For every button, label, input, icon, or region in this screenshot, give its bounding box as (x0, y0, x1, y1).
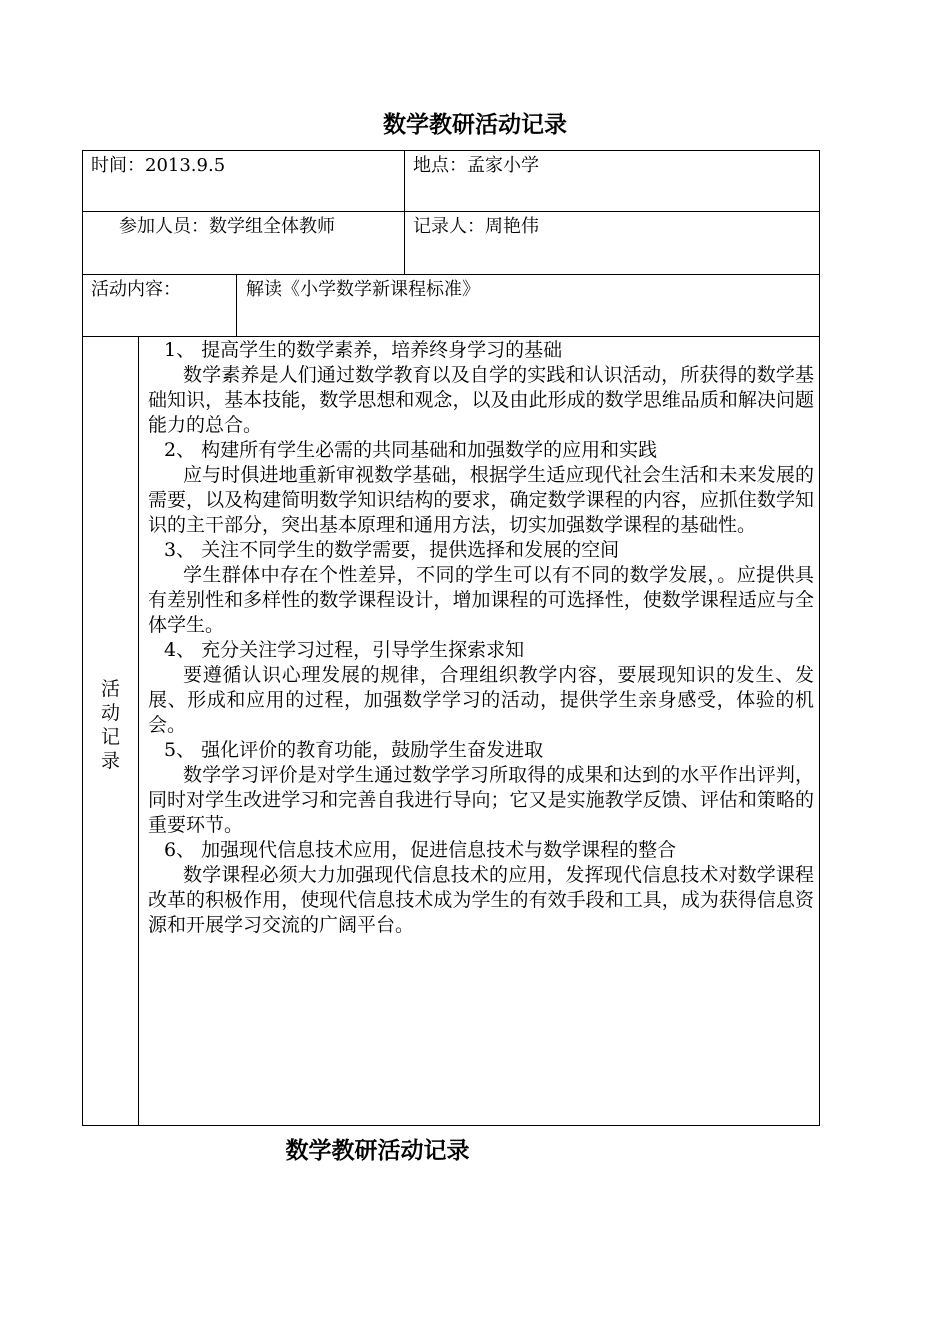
section-heading: 1、 提高学生的数学素养，培养终身学习的基础 (164, 339, 563, 361)
side-label-char: 记 (100, 726, 120, 748)
section-body: 应与时俱进地重新审视数学基础，根据学生适应现代社会生活和未来发展的需要，以及构建简明数学知识结构的要求，确定数学课程的内容，应抓住数学知识的主干部分，突出基本原理和通用方法，切实加强数学课程的基础性。 (148, 464, 814, 536)
content-value-cell: 解读《小学数学新课程标准》 (246, 279, 480, 300)
table-border-bottom (82, 1125, 820, 1126)
section-body: 数学素养是人们通过数学教育以及自学的实践和认识活动，所获得的数学基础知识，基本技能，数学思想和观念，以及由此形成的数学思维品质和解决问题能力的总合。 (148, 364, 814, 436)
record-table (82, 150, 820, 1126)
place-cell: 地点：孟家小学 (413, 155, 539, 176)
content-label-cell: 活动内容： (91, 279, 181, 300)
time-cell: 时间：2013.9.5 (91, 155, 226, 176)
side-label-char: 动 (100, 702, 120, 724)
section-body: 要遵循认识心理发展的规律，合理组织教学内容，要展现知识的发生、发展、形成和应用的过程，加强数学学习的活动，提供学生亲身感受，体验的机会。 (148, 664, 814, 736)
side-label-char: 录 (100, 750, 120, 772)
record-side-label (82, 677, 139, 773)
table-border-top (82, 150, 820, 151)
section-heading: 3、 关注不同学生的数学需要，提供选择和发展的空间 (164, 539, 620, 561)
section-body: 学生群体中存在个性差异，不同的学生可以有不同的数学发展，。应提供具有差别性和多样性的数学课程设计，增加课程的可选择性，使数学课程适应与全体学生。 (148, 564, 814, 636)
record-content (148, 338, 814, 938)
table-border-left (82, 150, 83, 1126)
row-divider (82, 211, 820, 212)
column-divider (404, 150, 405, 274)
participants-cell: 参加人员：数学组全体教师 (119, 216, 335, 237)
section-heading: 6、 加强现代信息技术应用，促进信息技术与数学课程的整合 (164, 839, 677, 861)
section-body: 数学学习评价是对学生通过数学学习所取得的成果和达到的水平作出评判，同时对学生改进学习和完善自我进行导向；它又是实施教学反馈、评估和策略的重要环节。 (148, 764, 814, 836)
section-heading: 2、 构建所有学生必需的共同基础和加强数学的应用和实践 (164, 439, 658, 461)
side-label-char: 活 (100, 678, 120, 700)
row-divider (82, 336, 820, 337)
section-heading: 5、 强化评价的教育功能，鼓励学生奋发进取 (164, 739, 544, 761)
column-divider (236, 274, 237, 336)
footer-title: 数学教研活动记录 (285, 1137, 470, 1164)
table-border-right (819, 150, 820, 1126)
section-body: 数学课程必须大力加强现代信息技术的应用，发挥现代信息技术对数学课程改革的积极作用，使现代信息技术成为学生的有效手段和工具，成为获得信息资源和开展学习交流的广阔平台。 (148, 864, 814, 936)
page-title: 数学教研活动记录 (383, 111, 567, 138)
row-divider (82, 274, 820, 275)
section-heading: 4、 充分关注学习过程，引导学生探索求知 (164, 639, 525, 661)
recorder-cell: 记录人：周艳伟 (413, 216, 539, 237)
